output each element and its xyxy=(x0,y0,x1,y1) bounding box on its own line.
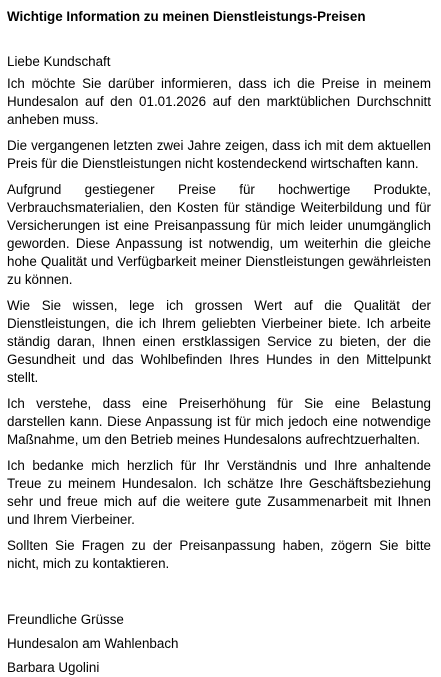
paragraph-thanks: Ich bedanke mich herzlich für Ihr Verständnis und Ihre anhaltende Treue zu meinem Hundesalon. Ich schätze Ihre Geschäftsbeziehung sehr und freue mich auf die weitere gute Zusammenarbeit mit Ihnen und Ihrem Vierbeiner. xyxy=(7,458,431,527)
paragraph-reasons: Aufgrund gestiegener Preise für hochwertige Produkte, Verbrauchsmaterialien, den Kosten für ständige Weiterbildung und für Versicherungen ist eine Preisanpassung für mich leider unumgänglich geworden. Diese Anpassung ist notwendig, um weiterhin die gleiche hohe Qualität und Verfügbarkeit meiner Dienstleistungen gewährleisten zu können. xyxy=(7,182,431,287)
paragraph-contact: Sollten Sie Fragen zu der Preisanpassung haben, zögern Sie bitte nicht, mich zu kontaktieren. xyxy=(7,538,431,571)
paragraph-quality: Wie Sie wissen, lege ich grossen Wert auf die Qualität der Dienstleistungen, die ich Ihrem geliebten Vierbeiner biete. Ich arbeite ständig daran, Ihnen einen erstklassigen Service zu bieten, der die Gesundheit und das Wohlbefinden Ihres Hundes in den Mittelpunkt stellt. xyxy=(7,298,431,385)
paragraph-price-increase: Ich möchte Sie darüber informieren, dass ich die Preise in meinem Hundesalon auf den 01.01.2026 auf den marktüblichen Durchschnitt anheben muss. xyxy=(7,76,431,127)
paragraph-cost-coverage: Die vergangenen letzten zwei Jahre zeigen, dass ich mit dem aktuellen Preis für die Dienstleistungen nicht kostendeckend wirtschaften kann. xyxy=(7,138,431,171)
signature-block xyxy=(7,611,431,677)
signatory-name: Barbara Ugolini xyxy=(7,660,100,675)
paragraph-understanding: Ich verstehe, dass eine Preiserhöhung für Sie eine Belastung darstellen kann. Diese Anpassung ist für mich jedoch eine notwendige Maßnahme, um den Betrieb meines Hundesalons aufrechtzuerhalten. xyxy=(7,396,431,447)
closing-salutation: Freundliche Grüsse xyxy=(7,612,124,627)
document-title: Wichtige Information zu meinen Dienstleistungs-Preisen xyxy=(7,9,366,24)
document-body xyxy=(7,0,431,677)
business-name: Hundesalon am Wahlenbach xyxy=(7,636,179,651)
greeting: Liebe Kundschaft xyxy=(7,54,111,69)
